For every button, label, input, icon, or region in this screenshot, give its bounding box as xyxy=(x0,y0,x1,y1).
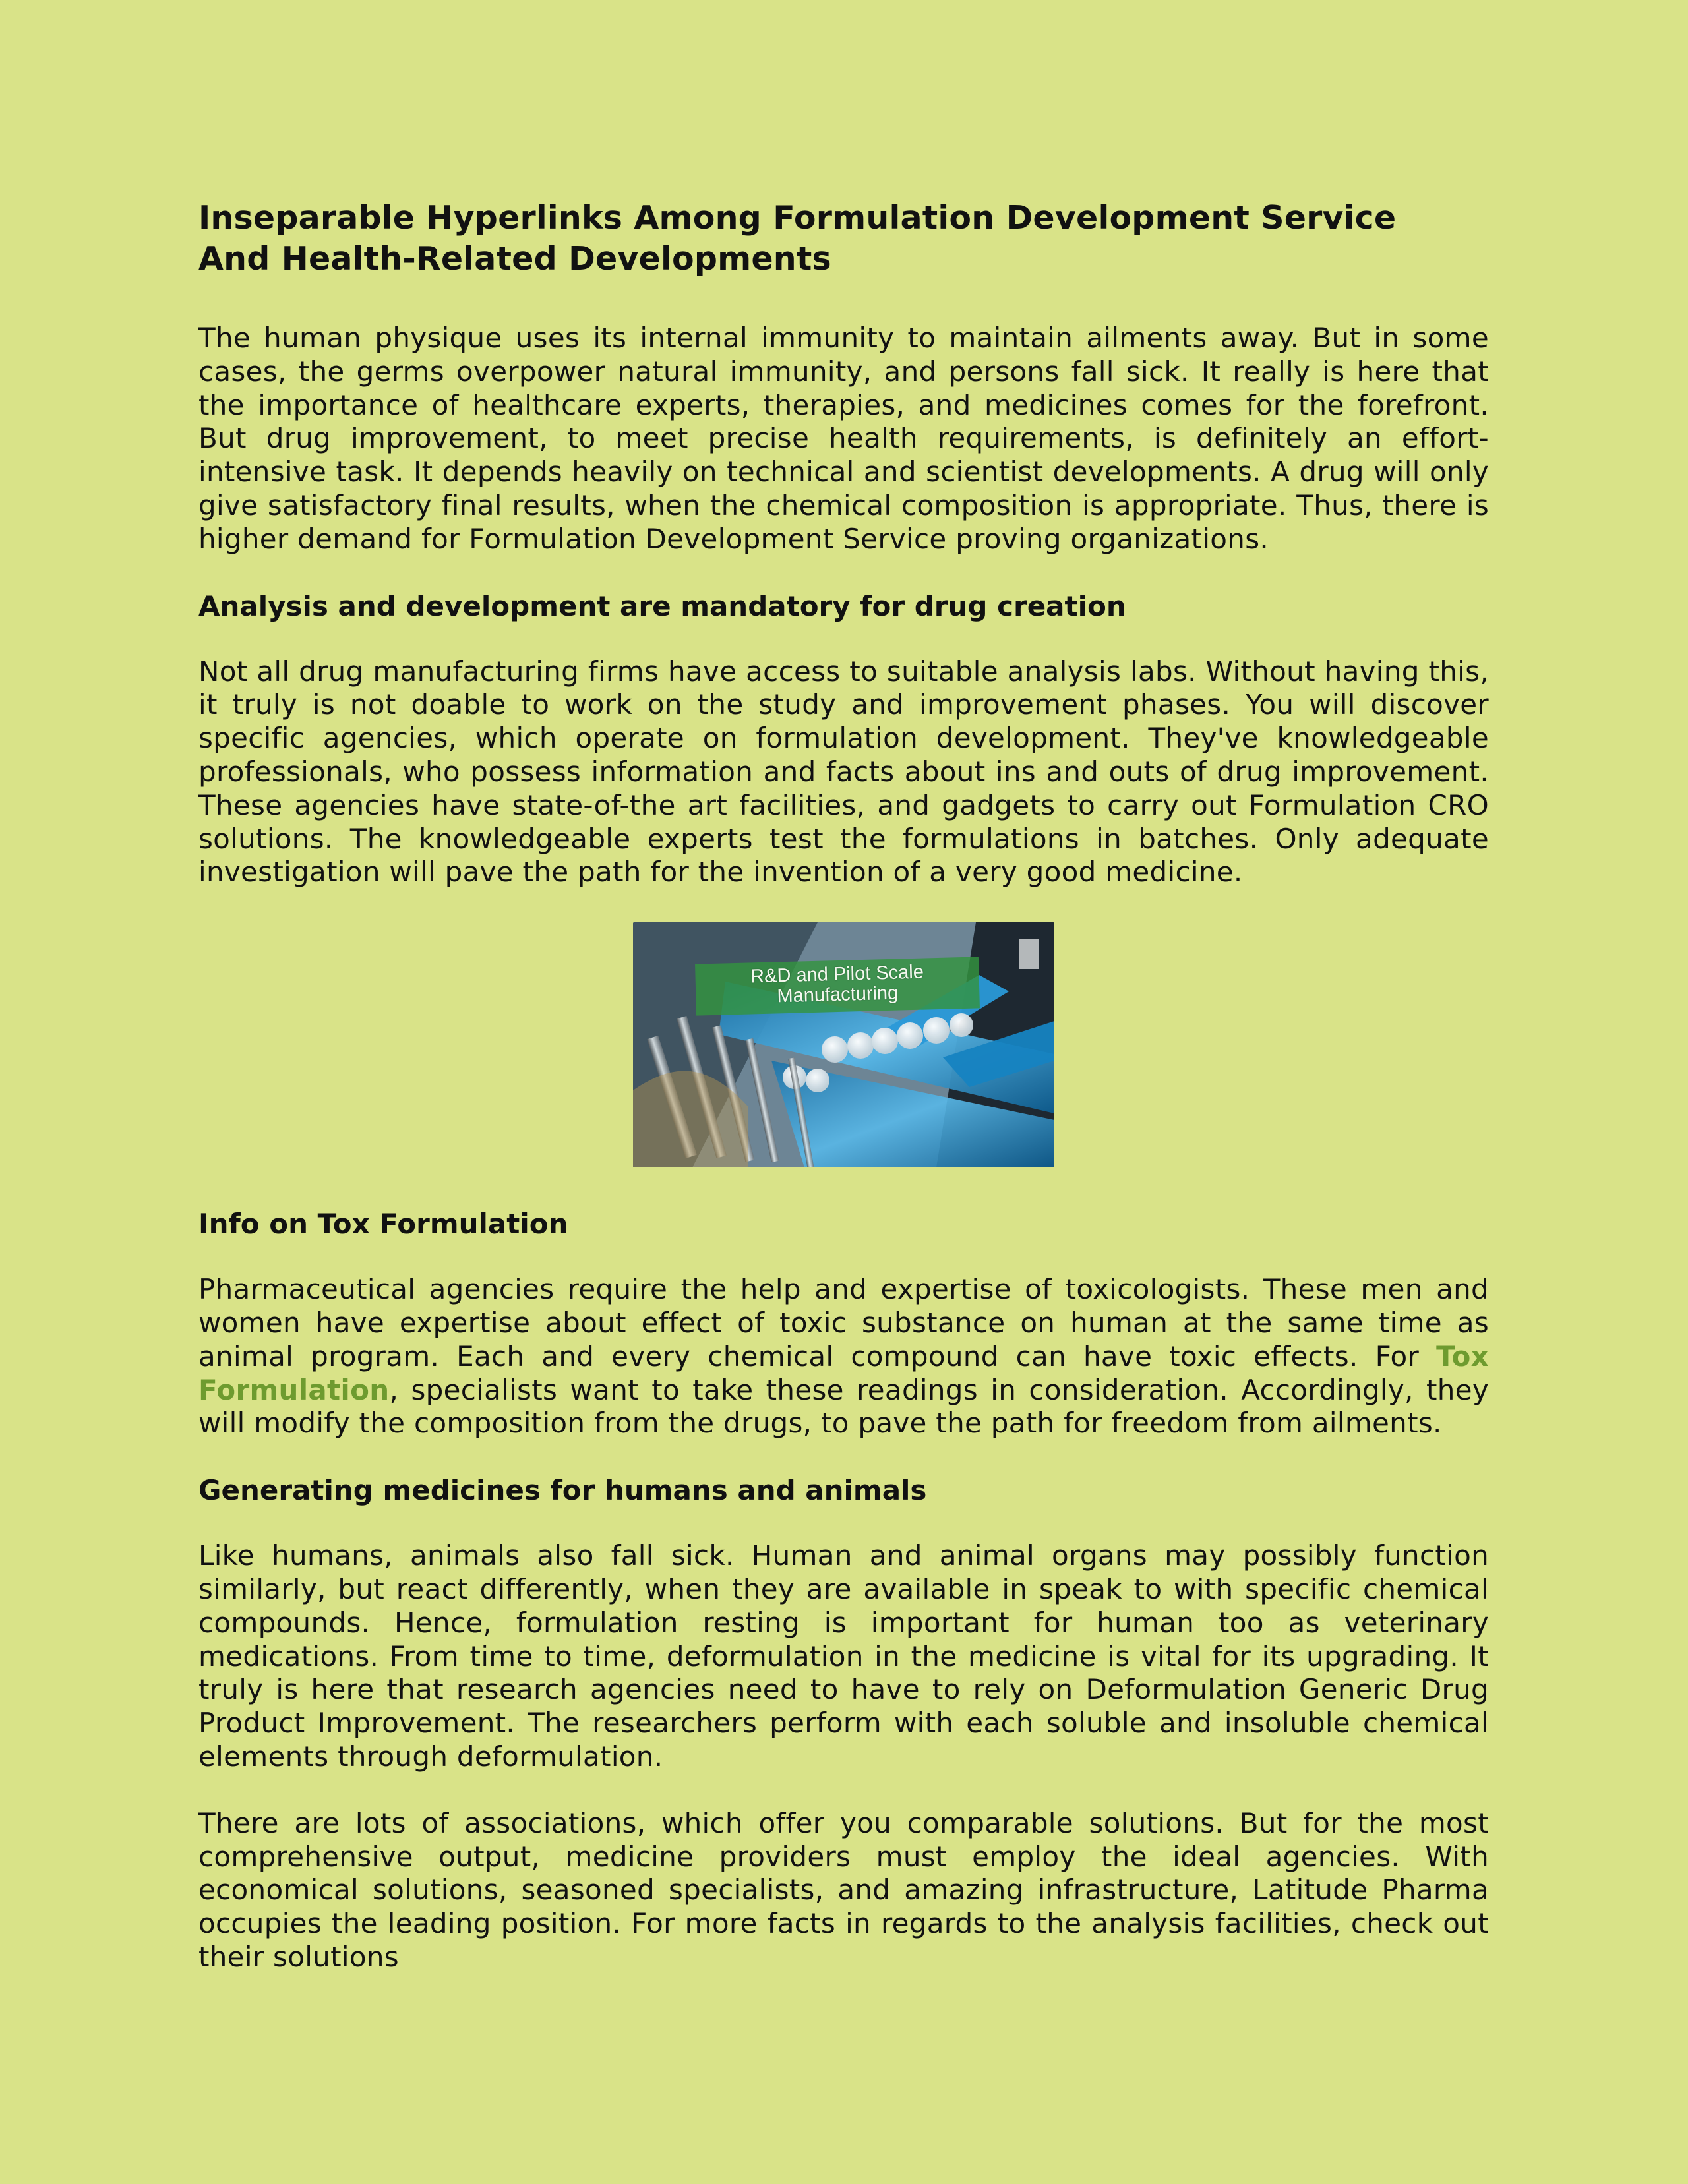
tox-paragraph xyxy=(198,1273,1489,1440)
intro-paragraph: The human physique uses its internal immunity to maintain ailments away. But in some cases, the germs overpower natural immunity, and persons fall sick. It really is here that the importance of healthcare experts, therapies, and medicines comes for the forefront. But drug improvement, to meet precise health requirements, is definitely an effort-intensive task. It depends heavily on technical and scientist developments. A drug will only give satisfactory final results, when the chemical composition is appropriate. Thus, there is higher demand for Formulation Development Service proving organizations. xyxy=(198,322,1489,555)
animals-paragraph: Like humans, animals also fall sick. Human and animal organs may possibly function similarly, but react differently, when they are available in speak to with specific chemical compounds. Hence, formulation resting is important for human too as veterinary medications. From time to time, deformulation in the medicine is vital for its upgrading. It truly is here that research agencies need to have to rely on Deformulation Generic Drug Product Improvement. The researchers perform with each soluble and insoluble chemical elements through deformulation. xyxy=(198,1539,1489,1773)
article-title-line-1: Inseparable Hyperlinks Among Formulation Development Service xyxy=(198,199,1397,237)
tox-paragraph-text-before-link: Pharmaceutical agencies require the help and expertise of toxicologists. These men and women have expertise about effect of toxic substance on human at the same time as animal program. Each and every chemical compound can have toxic effects. For xyxy=(198,1273,1489,1372)
animals-heading: Generating medicines for humans and animals xyxy=(198,1474,927,1507)
analysis-paragraph: Not all drug manufacturing firms have access to suitable analysis labs. Without having this, it truly is not doable to work on the study and improvement phases. You will discover specific agencies, which operate on formulation development. They've knowledgeable professionals, who possess information and facts about ins and outs of drug improvement. These agencies have state-of-the art facilities, and gadgets to carry out Formulation CRO solutions. The knowledgeable experts test the formulations in batches. Only adequate investigation will pave the path for the invention of a very good medicine. xyxy=(198,655,1489,889)
tox-paragraph-text-after-link: , specialists want to take these readings in consideration. Accordingly, they will modify the composition from the drugs, to pave the path for freedom from ailments. xyxy=(198,1373,1489,1440)
tox-heading: Info on Tox Formulation xyxy=(198,1208,568,1241)
article-title-line-2: And Health-Related Developments xyxy=(198,240,831,278)
image-caption-banner xyxy=(695,957,980,1016)
tox-formulation-link[interactable]: Tox Formulation xyxy=(198,1340,1489,1406)
closing-paragraph: There are lots of associations, which offer you comparable solutions. But for the most comprehensive output, medicine providers must employ the ideal agencies. With economical solutions, seasoned specialists, and amazing infrastructure, Latitude Pharma occupies the leading position. For more facts in regards to the analysis facilities, check out their solutions xyxy=(198,1806,1489,1973)
analysis-heading: Analysis and development are mandatory for drug creation xyxy=(198,589,1126,622)
image-caption-line-2: Manufacturing xyxy=(777,982,899,1007)
article-content xyxy=(198,198,1489,2007)
manufacturing-image xyxy=(633,922,1054,1167)
vial-production-line-illustration xyxy=(633,922,1054,1167)
image-caption-line-1: R&D and Pilot Scale xyxy=(750,961,924,988)
article-title xyxy=(198,198,1489,280)
